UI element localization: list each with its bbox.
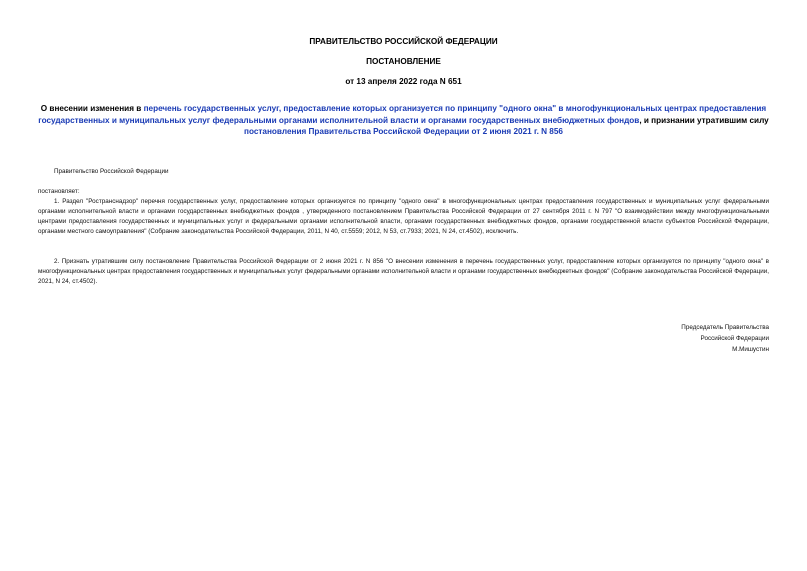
item-2-text: 2. Признать утратившим силу постановление Правительства Российской Федерации от 2 июня 2021 г. N 856 "О внесении изменения в перечень государственных услуг, предоставление которых организуется по принципу "одного окна" в многофункциональных центрах предоставления государственных и муниципальных услуг федеральными органами исполнительной власти и органами государственных внебюджетных фондов" (Собрание законодательства Российской Федерации, 2021, N 24, ст.4502).	[38, 258, 769, 285]
signature-position-line-2: Российской Федерации	[700, 335, 769, 342]
document-type-heading: ПОСТАНОВЛЕНИЕ	[366, 57, 441, 66]
signature-name: М.Мишустин	[732, 346, 769, 353]
item-1-text: 1. Раздел "Ространснадзор" перечня государственных услуг, предоставление которых организуется по принципу "одного окна" в многофункциональных центрах предоставления государственных и муниципальных услуг федеральными органами исполнительной власти и органами государственных внебюджетных фондов , утвержденного постановлением Правительства Российской Федерации от 27 сентября 2011 г. N 797 "О взаимодействии между многофункциональными центрами предоставления государственных и муниципальных услуг и федеральными органами исполнительной власти, органами государственных внебюджетных фондов, органами государственной власти субъектов Российской Федерации, органами местного самоуправления" (Собрание законодательства Российской Федерации, 2011, N 40, ст.5559; 2012, N 53, ст.7933; 2021, N 24, ст.4502), исключить.	[38, 198, 769, 235]
date-number-heading: от 13 апреля 2022 года N 651	[345, 77, 462, 86]
item-2-paragraph	[38, 257, 769, 287]
government-heading: ПРАВИТЕЛЬСТВО РОССИЙСКОЙ ФЕДЕРАЦИИ	[309, 37, 498, 46]
title-middle: , и признании утратившим силу	[639, 115, 769, 125]
document-title	[38, 103, 769, 138]
government-line: Правительство Российской Федерации	[54, 168, 169, 175]
item-1-paragraph	[38, 197, 769, 237]
signature-position-line-1: Председатель Правительства	[681, 324, 769, 331]
title-prefix: О внесении изменения в	[40, 104, 144, 113]
services-list-link[interactable]: перечень государственных услуг, предоставление которых организуется по принципу "одного окна" в многофункциональных центрах предоставления государственных и муниципальных услуг федеральными органами исполнительной власти и органами государственных внебюджетных фондов	[38, 104, 767, 125]
decrees-line: постановляет:	[38, 188, 80, 195]
decree-856-link[interactable]: постановления Правительства Российской Федерации от 2 июня 2021 г. N 856	[244, 127, 563, 136]
